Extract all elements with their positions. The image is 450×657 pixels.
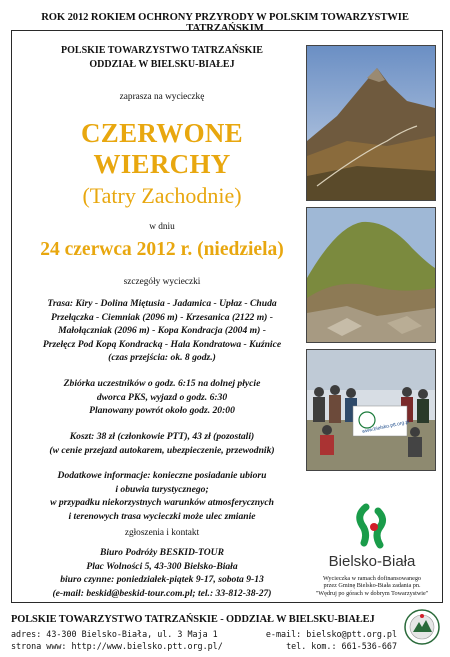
- route-line: Przełęcz Pod Kopą Kondracką - Hala Kondratowa - Kuźnice: [42, 338, 282, 350]
- grassy-summit-photo: [306, 207, 436, 343]
- meeting-line: Zbiórka uczestników o godz. 6:15 na dolnej płycie: [63, 378, 261, 389]
- group-photo: [306, 349, 436, 471]
- city-logo-icon: [352, 503, 392, 551]
- main-column: [12, 31, 312, 602]
- route-line: (czas przejścia: ok. 8 godz.): [108, 352, 216, 363]
- route-line: Małołączniak (2096 m) - Kopa Kondracja (2004 m) -: [58, 325, 266, 336]
- contact-line: Plac Wolności 5, 43-300 Bielsko-Biała: [86, 560, 238, 572]
- ptt-badge-icon: [403, 608, 441, 646]
- title-line-2: WIERCHY: [93, 149, 231, 179]
- meeting-block: [12, 377, 312, 418]
- footer-email[interactable]: e-mail: bielsko@ptt.org.pl: [265, 629, 397, 639]
- on-day-text: w dniu: [149, 222, 175, 232]
- top-banner: ROK 2012 ROKIEM OCHRONY PRZYRODY W POLSKIM TOWARZYSTWIE TATRZAŃSKIM: [41, 12, 409, 34]
- footer-phone: tel. kom.: 661-536-667: [286, 641, 397, 651]
- extra-line: w przypadku niekorzystnych warunków atmosferycznych: [50, 497, 274, 508]
- meeting-line: dworca PKS, wyjazd o godz. 6:30: [96, 391, 228, 403]
- footer-address: adres: 43-300 Bielsko-Biała, ul. 3 Maja 1: [11, 629, 218, 639]
- extra-info-block: [12, 469, 312, 523]
- cost-line: (w cenie przejazd autokarem, ubezpieczenie, przewodnik): [49, 444, 275, 456]
- contact-heading: zgłoszenia i kontakt: [124, 528, 200, 538]
- meeting-line: Planowany powrót około godz. 20:00: [89, 405, 235, 416]
- footer-title: POLSKIE TOWARZYSTWO TATRZAŃSKIE - ODDZIAŁ W BIELSKU-BIAŁEJ: [11, 614, 375, 625]
- route-line: Trasa: Kiry - Dolina Miętusia - Jadamica - Upłaz - Chuda: [47, 298, 277, 309]
- org-branch: ODDZIAŁ W BIELSKU-BIAŁEJ: [89, 59, 235, 70]
- cost-block: [12, 430, 312, 457]
- contact-block: [12, 546, 312, 600]
- contact-line: biuro czynne: poniedziałek-piątek 9-17, sobota 9-13: [60, 574, 264, 585]
- footer-website[interactable]: strona www: http://www.bielsko.ptt.org.pl/: [11, 641, 223, 651]
- funding-note-line: Wycieczka w ramach dofinansowanego: [322, 575, 422, 582]
- title-line-1: CZERWONE: [81, 118, 243, 148]
- funding-note-line: "Wędruj po górach w dobrym Towarzystwie": [315, 589, 429, 597]
- city-logo-text: Bielsko-Biała: [328, 553, 416, 570]
- group-banner-text: www.bielsko.ptt.org.pl: [361, 419, 411, 435]
- contact-line: Biuro Podróży BESKID-TOUR: [99, 547, 225, 558]
- city-logo-block: [308, 499, 436, 597]
- subtitle: (Tatry Zachodnie): [82, 183, 242, 208]
- extra-line: i terenowych trasa wycieczki może ulec zmianie: [68, 510, 256, 522]
- contact-line: (e-mail: beskid@beskid-tour.com.pl; tel.: 33-812-38-27): [52, 587, 272, 599]
- mountain-ridge-photo: [306, 45, 436, 201]
- poster: [4, 4, 446, 653]
- cost-line: Koszt: 38 zł (członkowie PTT), 43 zł (pozostali): [69, 431, 255, 442]
- org-name: POLSKIE TOWARZYSTWO TATRZAŃSKIE: [61, 45, 263, 56]
- extra-line: i obuwia turystycznego;: [115, 483, 209, 495]
- footer: [11, 614, 441, 655]
- extra-line: Dodatkowe informacje: konieczne posiadanie ubioru: [57, 470, 267, 481]
- poster-frame: [11, 30, 443, 603]
- details-heading: szczegóły wycieczki: [123, 277, 201, 287]
- event-date: 24 czerwca 2012 r. (niedziela): [40, 239, 284, 260]
- funding-note-line: przez Gminę Bielsko-Biała zadania pn.: [323, 582, 421, 590]
- route-line: Przełączka - Ciemniak (2096 m) - Krzesanica (2122 m) -: [51, 311, 273, 323]
- invite-text: zaprasza na wycieczkę: [119, 92, 205, 102]
- funding-note: [308, 575, 436, 597]
- route-block: [12, 297, 312, 365]
